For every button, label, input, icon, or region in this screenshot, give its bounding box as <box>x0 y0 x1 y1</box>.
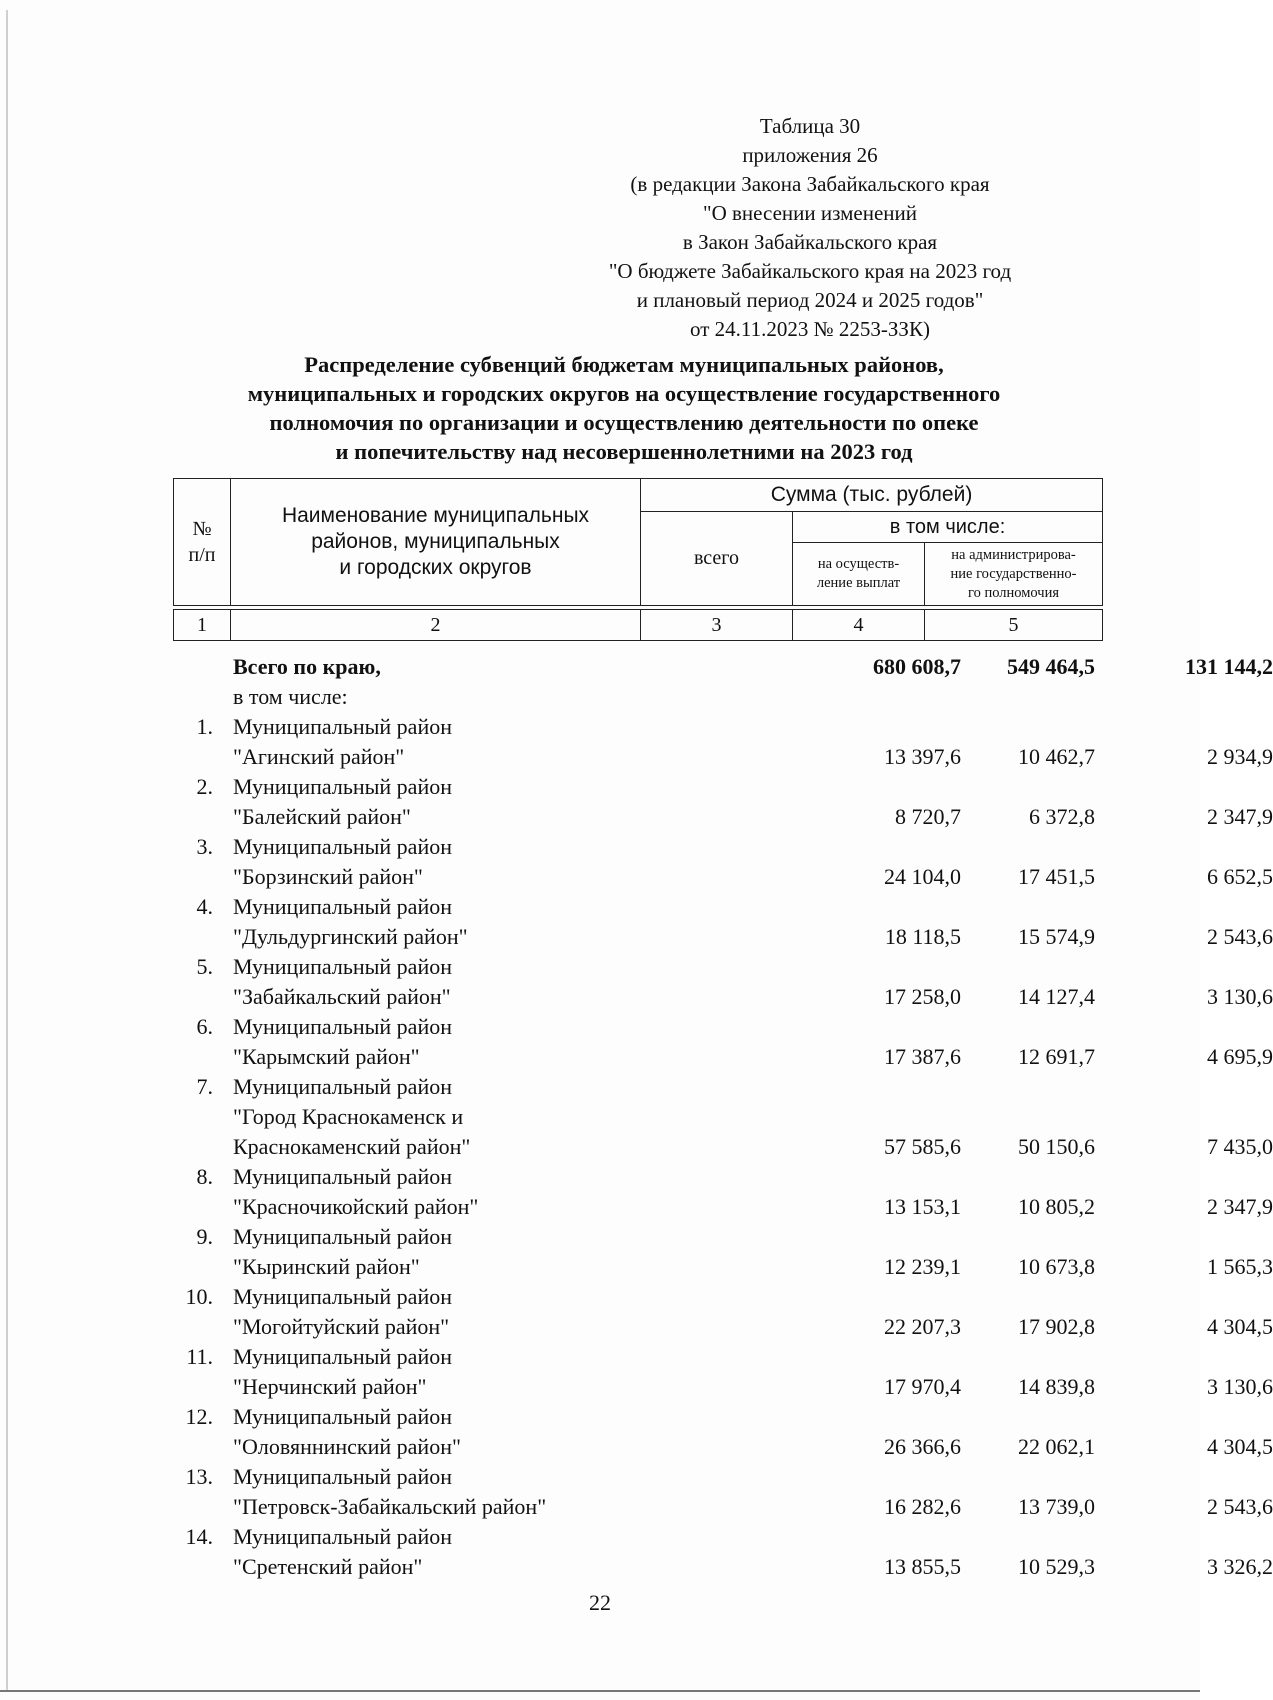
row-number: 8. <box>196 1164 213 1189</box>
row-name-line: "Кыринский район" <box>233 1254 420 1279</box>
table-row <box>173 712 1273 772</box>
row-total: 13 153,1 <box>884 1194 961 1219</box>
table-row <box>173 1462 1273 1522</box>
table-row <box>173 1342 1273 1402</box>
table-row <box>173 1402 1273 1462</box>
header-admin-line: на администрирова- <box>951 546 1076 563</box>
header-number-pp: п/п <box>188 544 216 566</box>
row-admin: 4 304,5 <box>1207 1314 1273 1339</box>
row-total: 8 720,7 <box>895 804 961 829</box>
table-row <box>173 832 1273 892</box>
row-name-line: "Красночикойский район" <box>233 1194 479 1219</box>
document-title <box>160 350 1088 466</box>
row-payments: 10 805,2 <box>1018 1194 1095 1219</box>
column-number: 2 <box>231 610 641 641</box>
total-row <box>173 652 1273 712</box>
row-name-line: Муниципальный район <box>233 894 452 919</box>
row-total: 12 239,1 <box>884 1254 961 1279</box>
row-payments: 17 902,8 <box>1018 1314 1095 1339</box>
row-name-line: Муниципальный район <box>233 1014 452 1039</box>
row-number: 14. <box>185 1524 213 1549</box>
annex-note-line: "О внесении изменений <box>703 201 917 225</box>
scan-edge-bottom <box>0 1690 1200 1692</box>
row-total: 13 855,5 <box>884 1554 961 1579</box>
row-name-line: "Нерчинский район" <box>233 1374 427 1399</box>
row-name-line: Муниципальный район <box>233 1344 452 1369</box>
row-admin: 6 652,5 <box>1207 864 1273 889</box>
row-admin: 1 565,3 <box>1207 1254 1273 1279</box>
annex-note <box>520 112 1100 344</box>
row-payments: 14 127,4 <box>1018 984 1095 1009</box>
header-admin-cell <box>925 543 1103 606</box>
row-admin: 2 543,6 <box>1207 924 1273 949</box>
header-payments-cell <box>793 543 925 606</box>
header-number-cell <box>174 479 231 606</box>
row-payments: 14 839,8 <box>1018 1374 1095 1399</box>
annex-note-line: "О бюджете Забайкальского края на 2023 год <box>608 259 1012 283</box>
row-name <box>233 1012 653 1072</box>
title-line: полномочия по организации и осуществлению деятельности по опеке <box>269 410 979 435</box>
table-body <box>173 652 1273 1582</box>
row-admin: 2 347,9 <box>1207 1194 1273 1219</box>
header-payments-line: на осуществ- <box>817 556 900 572</box>
row-payments: 10 673,8 <box>1018 1254 1095 1279</box>
row-name-line: Муниципальный район <box>233 1404 452 1429</box>
row-number: 9. <box>196 1224 213 1249</box>
row-name-line: Муниципальный район <box>233 714 452 739</box>
row-admin: 3 326,2 <box>1207 1554 1273 1579</box>
row-name-line: "Дульдургинский район" <box>233 924 468 949</box>
header-total-cell: всего <box>641 512 793 606</box>
row-name <box>233 712 653 772</box>
row-name-line: "Оловяннинский район" <box>233 1434 461 1459</box>
row-payments: 50 150,6 <box>1018 1134 1095 1159</box>
row-admin: 2 347,9 <box>1207 804 1273 829</box>
row-name-line: Муниципальный район <box>233 1224 452 1249</box>
row-name <box>233 1282 653 1342</box>
header-including-cell: в том числе: <box>793 512 1103 543</box>
table-row <box>173 1282 1273 1342</box>
total-payments-value: 549 464,5 <box>1007 654 1095 679</box>
row-total: 26 366,6 <box>884 1434 961 1459</box>
annex-note-line: от 24.11.2023 № 2253-ЗЗК) <box>690 317 930 341</box>
header-payments-line: ление выплат <box>816 575 901 591</box>
header-admin-line: ние государственно- <box>950 565 1077 582</box>
row-total: 22 207,3 <box>884 1314 961 1339</box>
scan-edge-left <box>6 10 8 1690</box>
annex-note-line: Таблица 30 <box>759 114 861 138</box>
total-row-label <box>233 652 653 712</box>
row-name <box>233 952 653 1012</box>
column-number: 1 <box>174 610 231 641</box>
row-payments: 10 529,3 <box>1018 1554 1095 1579</box>
row-name-line: Муниципальный район <box>233 834 452 859</box>
row-payments: 15 574,9 <box>1018 924 1095 949</box>
row-admin: 7 435,0 <box>1207 1134 1273 1159</box>
total-sub-label: в том числе: <box>233 684 348 709</box>
row-total: 13 397,6 <box>884 744 961 769</box>
row-name <box>233 1072 653 1162</box>
row-name-line: "Сретенский район" <box>233 1554 423 1579</box>
row-name <box>233 1522 653 1582</box>
row-payments: 10 462,7 <box>1018 744 1095 769</box>
page-number: 22 <box>589 1590 611 1615</box>
row-number: 12. <box>185 1404 213 1429</box>
table-row <box>173 1012 1273 1072</box>
row-name <box>233 1402 653 1462</box>
row-payments: 17 451,5 <box>1018 864 1095 889</box>
column-number: 4 <box>793 610 925 641</box>
header-name-line: Наименование муниципальных <box>281 504 590 527</box>
row-number: 4. <box>196 894 213 919</box>
row-name <box>233 832 653 892</box>
table-row <box>173 1072 1273 1162</box>
row-name-line: "Могойтуйский район" <box>233 1314 450 1339</box>
row-name <box>233 1462 653 1522</box>
row-name-line: "Агинский район" <box>233 744 405 769</box>
table-header <box>173 478 1103 641</box>
annex-note-line: и плановый период 2024 и 2025 годов" <box>636 288 984 312</box>
header-name-cell <box>231 479 641 606</box>
row-name <box>233 1162 653 1222</box>
row-name <box>233 1222 653 1282</box>
row-name-line: "Город Краснокаменск и <box>233 1104 464 1129</box>
row-admin: 4 304,5 <box>1207 1434 1273 1459</box>
row-name-line: "Борзинский район" <box>233 864 423 889</box>
header-number-sign: № <box>192 518 212 540</box>
row-name-line: Муниципальный район <box>233 1464 452 1489</box>
row-name <box>233 1342 653 1402</box>
row-number: 2. <box>196 774 213 799</box>
table-row <box>173 1222 1273 1282</box>
row-name-line: "Карымский район" <box>233 1044 420 1069</box>
row-name-line: Муниципальный район <box>233 1524 452 1549</box>
row-name-line: Муниципальный район <box>233 1284 452 1309</box>
row-number: 10. <box>185 1284 213 1309</box>
row-total: 18 118,5 <box>884 924 961 949</box>
row-number: 1. <box>196 714 213 739</box>
row-total: 17 258,0 <box>884 984 961 1009</box>
row-admin: 2 543,6 <box>1207 1494 1273 1519</box>
row-number: 5. <box>196 954 213 979</box>
header-sum-cell: Сумма (тыс. рублей) <box>641 479 1103 512</box>
row-name-line: "Забайкальский район" <box>233 984 451 1009</box>
row-payments: 22 062,1 <box>1018 1434 1095 1459</box>
table-row <box>173 1162 1273 1222</box>
row-name <box>233 772 653 832</box>
row-number: 11. <box>186 1344 213 1369</box>
column-number: 3 <box>641 610 793 641</box>
annex-note-line: приложения 26 <box>742 143 878 167</box>
row-payments: 12 691,7 <box>1018 1044 1095 1069</box>
row-payments: 13 739,0 <box>1018 1494 1095 1519</box>
title-line: муниципальных и городских округов на осуществление государственного <box>247 381 1001 406</box>
row-name <box>233 892 653 952</box>
row-total: 24 104,0 <box>884 864 961 889</box>
row-admin: 2 934,9 <box>1207 744 1273 769</box>
total-label: Всего по краю, <box>233 654 381 679</box>
row-total: 17 970,4 <box>884 1374 961 1399</box>
title-line: Распределение субвенций бюджетам муниципальных районов, <box>304 352 944 377</box>
annex-note-line: (в редакции Закона Забайкальского края <box>630 172 990 196</box>
row-name-line: Муниципальный район <box>233 774 452 799</box>
row-number: 13. <box>185 1464 213 1489</box>
row-payments: 6 372,8 <box>1029 804 1095 829</box>
header-name-line: и городских округов <box>339 556 532 579</box>
header-admin-line: го полномочия <box>968 584 1060 601</box>
total-admin-value: 131 144,2 <box>1185 654 1273 679</box>
row-number: 6. <box>196 1014 213 1039</box>
row-admin: 3 130,6 <box>1207 984 1273 1009</box>
row-total: 16 282,6 <box>884 1494 961 1519</box>
row-total: 17 387,6 <box>884 1044 961 1069</box>
table-row <box>173 772 1273 832</box>
column-number: 5 <box>925 610 1103 641</box>
annex-note-line: в Закон Забайкальского края <box>682 230 938 254</box>
row-name-line: Муниципальный район <box>233 1164 452 1189</box>
row-name-line: Муниципальный район <box>233 1074 452 1099</box>
title-line: и попечительству над несовершеннолетними на 2023 год <box>335 439 913 464</box>
row-number: 7. <box>196 1074 213 1099</box>
row-admin: 4 695,9 <box>1207 1044 1273 1069</box>
row-name-line: Муниципальный район <box>233 954 452 979</box>
total-value: 680 608,7 <box>873 654 961 679</box>
row-name-line: "Петровск-Забайкальский район" <box>233 1494 547 1519</box>
table-row <box>173 952 1273 1012</box>
row-name-line: Краснокаменский район" <box>233 1134 471 1159</box>
table-row <box>173 1522 1273 1582</box>
header-name-line: районов, муниципальных <box>311 530 560 553</box>
row-admin: 3 130,6 <box>1207 1374 1273 1399</box>
row-total: 57 585,6 <box>884 1134 961 1159</box>
row-name-line: "Балейский район" <box>233 804 411 829</box>
table-row <box>173 892 1273 952</box>
row-number: 3. <box>196 834 213 859</box>
